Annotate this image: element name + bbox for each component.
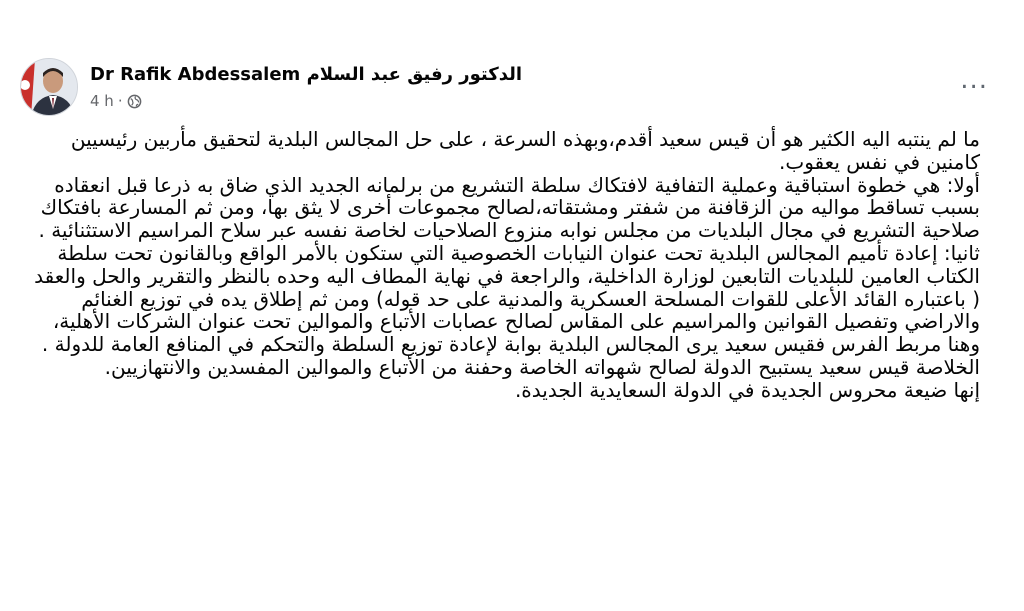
meta-separator: · [117, 92, 123, 110]
post-header [20, 58, 1000, 118]
post-paragraph: إنها ضيعة محروس الجديدة في الدولة السعايدية الجديدة. [514, 377, 980, 402]
post-paragraph: ما لم ينتبه اليه الكثير هو أن قيس سعيد أقدم،وبهذه السرعة ، على حل المجالس البلدية لتحقيق مأربين رئيسيين كامنين في نفس يعقوب. [70, 127, 980, 174]
post-text [30, 128, 980, 402]
profile-photo-icon [21, 59, 78, 116]
post-meta [90, 92, 142, 110]
more-options-icon[interactable]: ... [960, 65, 988, 95]
author-name[interactable]: Dr Rafik Abdessalem الدكتور رفيق عبد السلام [90, 64, 523, 85]
post-paragraph: أولا: هي خطوة استباقية وعملية التفافية لافتكاك سلطة التشريع من برلمانه الجديد الذي ضاق به ذرعا قبل انعقاده بسبب تساقط مواليه من الزقافنة من شفتر ومشتقاته،لصالح مجموعات أخرى لا يثق بها، ومن ثم المسارعة بافتكاك صلاحية التشريع في مجال البلديات من مجلس نوابه منزوع الصلاحيات لخاصة نفسه عبر سلاح المراسيم الاستثنائية . [38, 172, 980, 243]
post-time[interactable]: 4 h [90, 92, 114, 110]
post-paragraph: الخلاصة قيس سعيد يستبيح الدولة لصالح شهواته الخاصة وحفنة من الأتباع والموالين المفسدين والانتهازيين. [104, 354, 980, 379]
avatar[interactable] [20, 58, 78, 116]
post-paragraph: ثانيا: إعادة تأميم المجالس البلدية تحت عنوان النيابات الخصوصية التي ستكون بالأمر الواقع وبالقانون تحت سلطة الكتاب العامين للبلديات التابعين لوزارة الداخلية، والراجعة في نهاية المطاف اليه وحده بالنظر والتقرير والحل والعقد ( باعتباره القائد الأعلى للقوات المسلحة العسكرية والمدنية على حد قوله) ومن ثم إطلاق يده في توزيع الغنائم والاراضي وتفصيل القوانين والمراسيم على المقاس لصالح عصابات الأتباع والموالين تحت عنوان الشركات الأهلية، وهنا مربط الفرس فقيس سعيد يرى المجالس البلدية بوابة لإعادة توزيع السلطة والتحكم في المنافع العامة للدولة . [34, 240, 980, 357]
globe-icon[interactable] [127, 94, 142, 109]
